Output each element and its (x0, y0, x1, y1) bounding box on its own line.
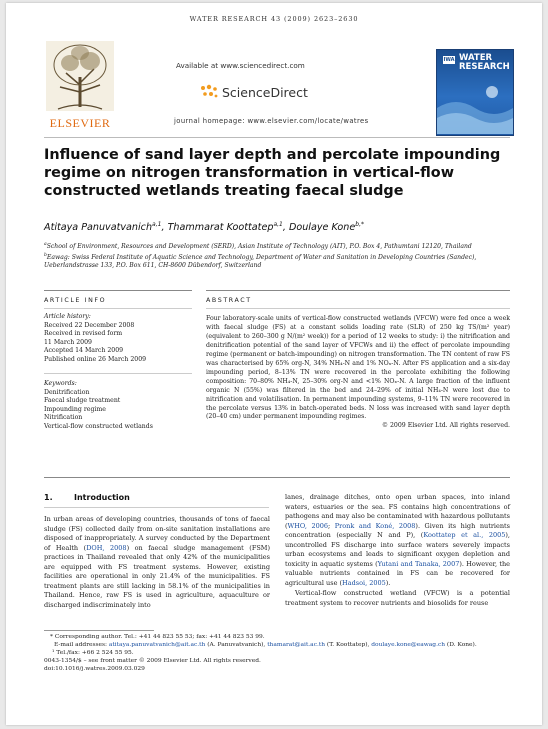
email-owner: (A. Panuvatvanich), (205, 641, 268, 648)
issn-line: 0043-1354/$ – see front matter © 2009 Elsevier Ltd. All rights reserved. (44, 657, 261, 664)
keyword[interactable]: Impounding regime (44, 405, 106, 413)
email-owner: (D. Kone). (445, 641, 477, 648)
journal-citation: WATER RESEARCH 43 (2009) 2623–2630 (189, 15, 359, 23)
keywords (44, 380, 194, 432)
body-text: lanes, drainage ditches, onto open urban spaces, into inland waters, estuaries or the sea. FS contains high concentrations of pathogens and may also be contaminated with hazardous pollutants ( (285, 493, 510, 530)
author-list: Atitaya Panuvatvanich$^{a,1}$, Thammarat Koottatep$^{a,1}$, Doulaye Kone$^{b,*}$ (44, 221, 364, 234)
tel-note: ¹ Tel./fax: +66 2 524 55 95. (52, 649, 134, 656)
intro-underline (44, 507, 269, 508)
iwa-mark: IWA (443, 57, 455, 63)
email-owner: (T. Koottatep), (325, 641, 372, 648)
corresponding-note: * Corresponding author. Tel.: +41 44 823 55 53; fax: +41 44 823 53 99. (50, 634, 265, 640)
section-number: 1. (44, 493, 53, 502)
author-name: Thammarat Koottatep (167, 222, 274, 234)
history-label: Article history: (44, 313, 91, 320)
history-item: 11 March 2009 (44, 338, 92, 346)
keywords-label: Keywords: (44, 380, 77, 387)
footnote-rule (44, 630, 154, 631)
body-text: ). (385, 578, 391, 587)
elsevier-wordmark: ELSEVIER (49, 116, 111, 130)
affil-mark: b (44, 252, 47, 258)
body-text: ). Given its high nutrients concentration (especially N and P), ( (285, 521, 510, 539)
affiliation-text: Eawag: Swiss Federal Institute of Aquatic Science and Technology, Department of Water and Sanitation in Developing Countries (Sandec), Ueberlandstrasse 133, P.O. Box 611, CH-8600 Dübendorf, Switzerland (44, 253, 477, 270)
email-link[interactable]: doulaye.kone@eawag.ch (371, 641, 446, 648)
article-title: Influence of sand layer depth and percolate impounding regime on nitrogen transformation in vertical-flow constructed wetlands treating faecal sludge (44, 147, 501, 199)
author-affil-mark: a,1 (273, 221, 283, 228)
article-history (44, 313, 194, 365)
body-text: ) on faecal sludge management (FSM) practices in Thailand revealed that only 42% of the municipalities are equipped with FS treatment systems. However, existing facilities are operational in only 21.4% of the municipalities. FS treatment plants are still lacking in 58.1% of the municipalities in Thailand. Hence, raw FS is used in agriculture, aquaculture or discharged indiscriminately into (44, 543, 270, 609)
doi-line[interactable]: doi:10.1016/j.watres.2009.03.029 (44, 665, 145, 672)
author-affil-mark: a,1 (152, 221, 162, 228)
abstract-text: Four laboratory-scale units of vertical-flow constructed wetlands (VFCW) were fed once a week with faecal sludge (FS) at a constant solids loading rate (SLR) of 250 kg TS/(m² year) (equivalent to 260–300 g N/(m² week)) for a period of 12 weeks to study: i) the nitrification and denitrification potential of the sand layer of VFCWs and ii) the effect of percolate impounding regime (permanent or batch-impounding) on nitrogen transformation. The TN content of raw FS was characterised by 65% org-N, 34% NH₄-N and 1% NOₓ-N. After FS application and a six-day impounding period, 8–13% TN were recovered in the percolate exhibiting the following composition: 70–80% NH₄-N, 25–30% org-N and <1% NOₓ-N. A large fraction of the influent organic N (55%) was filtered in the bed and 24–29% of initial NH₄-N were lost due to nitrification and volatilisation. In permanent impounding systems, 9–11% TN were recovered in the percolate versus 13% in batch-operated beds. N loss was increased with sand layer depth (20–40 cm) under permanent impounding regimes. (206, 315, 510, 421)
body-text: In urban areas of developing countries, thousands of tons of faecal sludge (FS) collected daily from on-site sanitation installations are disposed of inappropriately. A survey conducted by the Department of Health ( (44, 515, 270, 552)
email-link[interactable]: atitaya.panuvatvanich@ait.ac.th (108, 641, 206, 648)
history-item: Received 22 December 2008 (44, 321, 135, 329)
intro-left-column (44, 515, 270, 610)
cover-title: WATER RESEARCH (459, 53, 510, 72)
citation-link[interactable]: DOH, 2008 (86, 543, 127, 552)
article-info-heading: ARTICLE INFO (44, 297, 107, 304)
header-rule (44, 137, 510, 138)
author-affil-mark: b,* (355, 221, 364, 228)
history-divider (44, 373, 192, 374)
article-page (6, 3, 542, 725)
sciencedirect-logo[interactable]: ScienceDirect (222, 85, 308, 100)
citation-link[interactable]: Hadsoi, 2005 (342, 578, 386, 587)
abstract-bottom-rule (44, 477, 510, 478)
history-item: Published online 26 March 2009 (44, 355, 147, 363)
section-title: Introduction (74, 493, 130, 502)
citation-link[interactable]: Yutani and Tanaka, 2007 (377, 559, 460, 568)
abstract-heading: ABSTRACT (206, 297, 252, 304)
keyword[interactable]: Vertical-flow constructed wetlands (44, 422, 153, 430)
sciencedirect-icon (199, 84, 219, 104)
keyword[interactable]: Denitrification (44, 388, 90, 396)
citation-link[interactable]: WHO, 2006 (287, 521, 329, 530)
abstract-underline (206, 308, 510, 309)
author-name: Doulaye Kone (288, 222, 356, 234)
history-item: Received in revised form (44, 330, 123, 338)
footnotes (44, 634, 514, 674)
section-heading (44, 493, 130, 502)
body-text: ). However, the valuable nutrients contained in FS can be recovered for agricultural use ( (285, 559, 510, 587)
elsevier-logo[interactable] (44, 37, 116, 134)
article-info-rule (44, 290, 192, 291)
article-info-underline (44, 308, 192, 309)
citation-link[interactable]: Pronk and Koné, 2008 (334, 521, 416, 530)
body-text: ; (328, 521, 335, 530)
body-paragraph: Vertical-flow constructed wetland (VFCW) is a potential treatment system to recover nutrients and biosolids for reuse (285, 589, 510, 607)
affiliations (44, 241, 514, 271)
journal-cover[interactable] (436, 49, 514, 136)
available-at-text: Available at www.sciencedirect.com (176, 61, 305, 70)
email-note (44, 642, 514, 650)
abstract-body (206, 315, 510, 431)
copyright-line: © 2009 Elsevier Ltd. All rights reserved. (381, 422, 510, 430)
journal-homepage[interactable]: journal homepage: www.elsevier.com/locate/watres (174, 117, 369, 125)
author-name: Atitaya Panuvatvanich (44, 222, 153, 234)
keyword[interactable]: Faecal sludge treatment (44, 397, 121, 405)
keyword[interactable]: Nitrification (44, 414, 83, 422)
affiliation-text: School of Environment, Resources and Development (SERD), Asian Institute of Technology (AIT), P.O. Box 4, Pathumtani 12120, Thailand (46, 243, 472, 251)
email-label: E-mail addresses: (54, 641, 108, 648)
body-text: ), uncontrolled FS discharge into surface waters severely impacts urban ecosystems and leads to significant oxygen depletion and toxicity in aquatic systems ( (285, 531, 510, 568)
history-item: Accepted 14 March 2009 (44, 347, 124, 355)
citation-link[interactable]: Koottatep et al., 2005 (423, 531, 506, 539)
email-link[interactable]: thamarat@ait.ac.th (267, 641, 326, 648)
intro-right-column (285, 493, 510, 608)
journal-header (44, 37, 510, 134)
abstract-rule (206, 290, 510, 291)
affil-mark: a (44, 242, 47, 247)
